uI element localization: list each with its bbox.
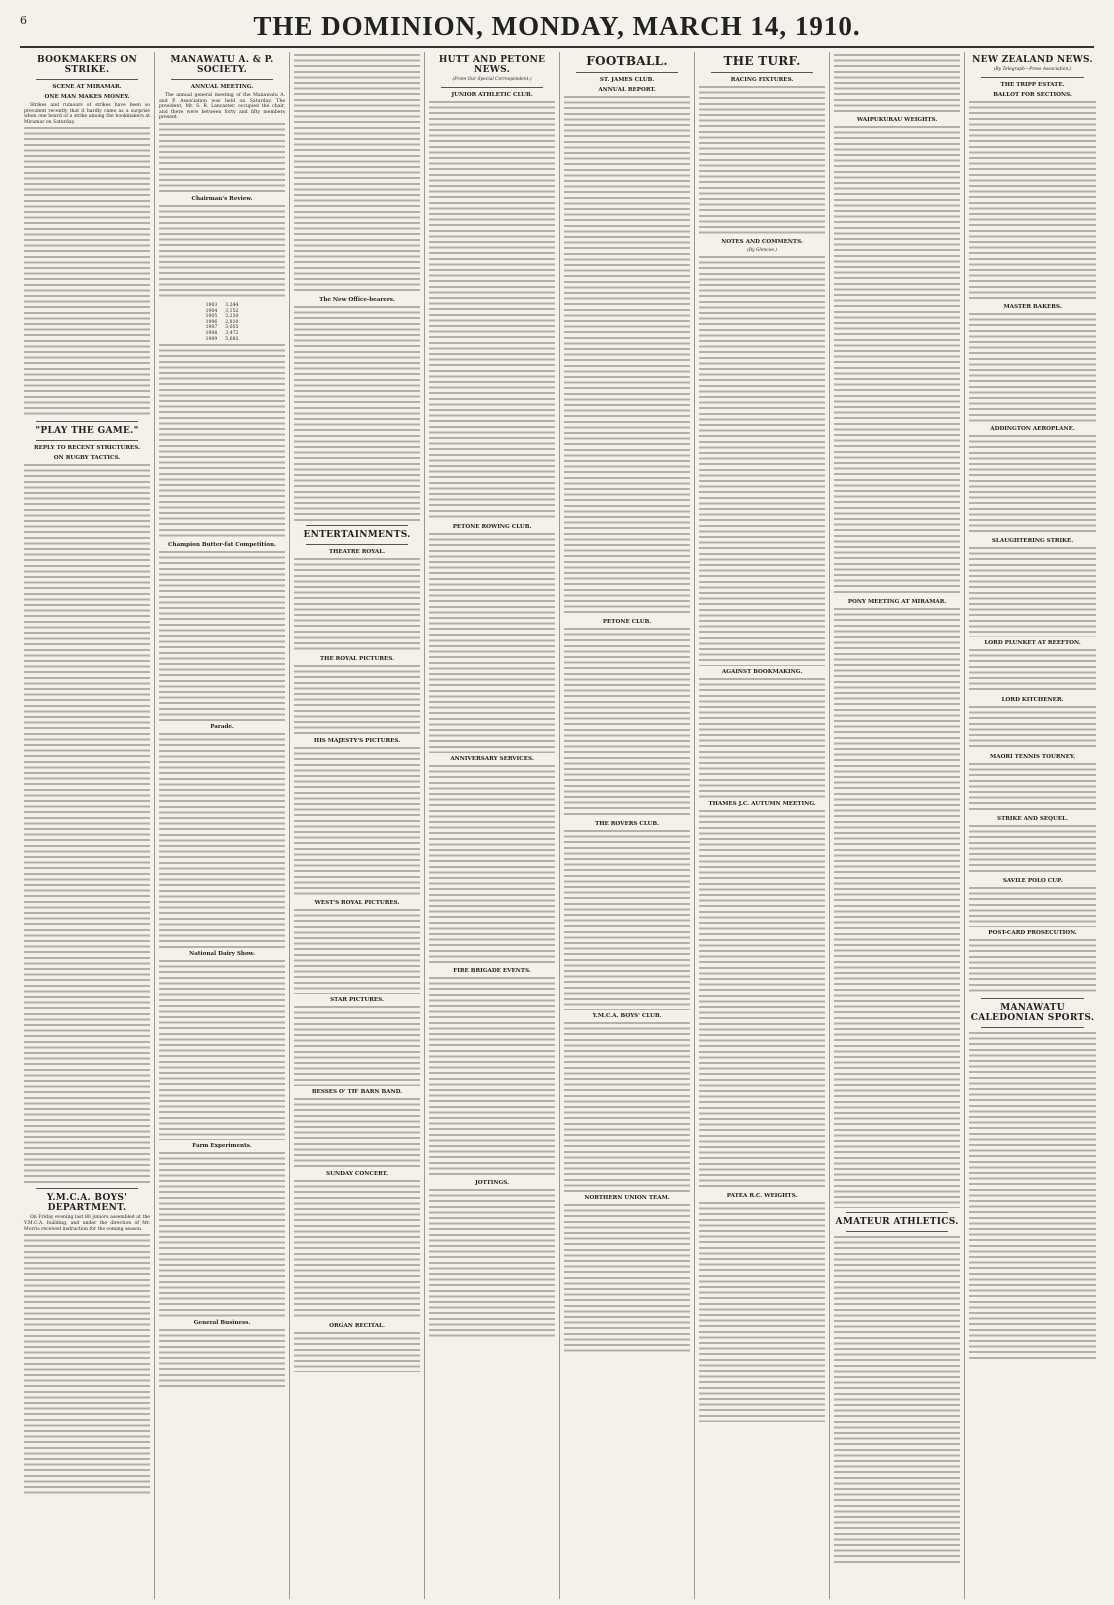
subhead: THE ROYAL PICTURES. [320, 656, 395, 662]
table-row: 1903 3,244 [205, 302, 239, 308]
table-row: 1904 3,152 [205, 308, 239, 314]
article-paragraph: On Friday evening last 80 juniors assembled at the Y.M.C.A. building, and under the direction of Mr. Morris received instruction for the coming season. [24, 1215, 151, 1232]
article-text-block [429, 977, 555, 1177]
subhead: Farm Experiments. [192, 1143, 252, 1150]
subhead: ST. JAMES CLUB. [599, 77, 655, 83]
subhead: National Dairy Show. [189, 951, 255, 958]
article-text-block [564, 1022, 690, 1192]
article-text-block [699, 1202, 825, 1422]
subhead: FIRE BRIGADE EVENTS. [453, 967, 531, 974]
subhead: THAMES J.C. AUTUMN MEETING. [708, 800, 816, 807]
article-text-block [699, 810, 825, 1190]
subhead: STAR PICTURES. [330, 997, 384, 1003]
subhead: ANNUAL MEETING. [190, 84, 254, 90]
subhead: ADDINGTON AEROPLANE. [990, 425, 1075, 432]
article-text-block [159, 123, 285, 193]
byline: (By Glencoe.) [747, 248, 778, 253]
divider [36, 421, 138, 422]
divider [711, 72, 813, 73]
subhead: THE ROVERS CLUB. [595, 821, 660, 827]
article-text-block [159, 205, 285, 300]
divider [306, 525, 408, 526]
subhead: LORD PLUNKET AT REEFTON. [984, 639, 1081, 646]
article-text-block [834, 608, 960, 1208]
column-3 [290, 52, 425, 1599]
subhead: ON RUGBY TACTICS. [53, 455, 121, 462]
divider [981, 77, 1084, 78]
headline-manawatu: MANAWATU A. & P. SOCIETY. [170, 55, 274, 75]
article-text-block [699, 256, 825, 666]
article-text-block [294, 1098, 420, 1168]
headline-the-turf: THE TURF. [723, 54, 801, 68]
article-text-block [159, 1329, 285, 1389]
article-text-block [834, 54, 960, 114]
article-text-block [294, 665, 420, 735]
subhead: PETONE CLUB. [602, 619, 652, 625]
headline-manawatu-caledonian: MANAWATU CALEDONIAN SPORTS. [970, 1002, 1095, 1023]
byline: (From Our Special Correspondent.) [452, 77, 532, 82]
article-text-block [159, 1152, 285, 1317]
headline-play-the-game: "PLAY THE GAME." [35, 426, 139, 437]
article-text-block [969, 101, 1096, 301]
article-text-block [969, 887, 1096, 927]
divider [981, 1027, 1084, 1028]
column-5 [560, 52, 695, 1599]
article-text-block [429, 101, 555, 521]
table-row: 1907 3,055 [205, 325, 239, 331]
column-1 [20, 52, 155, 1599]
subhead: The New Office-bearers. [319, 297, 395, 303]
divider [846, 1231, 948, 1232]
divider [306, 544, 408, 545]
subhead: SCENE AT MIRAMAR. [52, 84, 122, 90]
article-text-block [564, 628, 690, 818]
subhead: NORTHERN UNION TEAM. [584, 1195, 670, 1201]
article-text-block [294, 1180, 420, 1320]
subhead: SLAUGHTERING STRIKE. [991, 537, 1074, 544]
subhead: PATEA R.C. WEIGHTS. [726, 1192, 798, 1199]
article-text-block [429, 1189, 555, 1339]
subhead: General Business. [193, 1320, 251, 1327]
subhead: PETONE ROWING CLUB. [452, 523, 532, 530]
article-text-block [834, 126, 960, 596]
column-6 [695, 52, 830, 1599]
article-text-block [24, 127, 150, 417]
article-text-block [294, 54, 420, 294]
article-text-block [24, 464, 150, 1184]
headline-hutt-petone: HUTT AND PETONE NEWS. [438, 55, 546, 75]
article-text-block [834, 1236, 960, 1566]
article-text-block [564, 830, 690, 1010]
fixtures-list [699, 86, 825, 236]
headline-bookmakers: BOOKMAKERS ON STRIKE. [37, 55, 137, 75]
divider [441, 87, 543, 88]
subhead: Champion Butter-fat Competition. [168, 542, 276, 549]
subhead: POST-CARD PROSECUTION. [988, 929, 1077, 936]
subhead: JOTTINGS. [475, 1179, 510, 1186]
divider [36, 440, 138, 441]
article-text-block [159, 733, 285, 948]
article-text-block [969, 1032, 1096, 1362]
column-4 [425, 52, 560, 1599]
subhead: ANNUAL REPORT. [598, 87, 656, 93]
subhead: BESSES O' TH' BARN BAND. [311, 1089, 403, 1095]
article-text-block [24, 1234, 150, 1494]
subhead: Y.M.C.A. BOYS' CLUB. [592, 1013, 662, 1019]
article-text-block [159, 551, 285, 721]
divider [36, 1188, 138, 1189]
subhead: JUNIOR ATHLETIC CLUB. [451, 91, 533, 98]
article-paragraph: The annual general meeting of the Manawatu A. and P. Association was held on Saturday. The president, Mr. S. R. Lancaster, occupied the chair, and there were between forty and fifty members present. [159, 93, 286, 121]
article-text-block [969, 706, 1096, 751]
article-paragraph: Strikes and rumours of strikes have been so prevalent recently that it hardly came as a surprise when one heard of a strike among the bookmakers at Miramar on Saturday. [24, 103, 151, 125]
subhead: LORD KITCHENER. [1001, 696, 1064, 703]
subhead: HIS MAJESTY'S PICTURES. [313, 738, 401, 744]
subhead: ONE MAN MAKES MONEY. [44, 94, 130, 100]
article-text-block [294, 909, 420, 994]
subhead: THE TRIPP ESTATE. [1000, 81, 1065, 88]
headline-entertainments: ENTERTAINMENTS. [303, 530, 411, 540]
article-text-block [159, 960, 285, 1140]
article-text-block [699, 678, 825, 798]
subhead: ORGAN RECITAL. [329, 1323, 385, 1329]
divider [576, 72, 678, 73]
table-row: 1908 3,472 [205, 330, 239, 336]
article-text-block [969, 313, 1096, 423]
article-text-block [969, 547, 1096, 637]
headline-ymca: Y.M.C.A. BOYS' DEPARTMENT. [46, 1193, 128, 1214]
headline-football: FOOTBALL. [586, 54, 668, 68]
subhead: AGAINST BOOKMAKING. [721, 668, 803, 675]
divider [171, 79, 273, 80]
article-text-block [429, 765, 555, 965]
subhead: SUNDAY CONCERT. [326, 1171, 389, 1177]
divider [981, 998, 1084, 999]
subhead: STRIKE AND SEQUEL. [997, 815, 1069, 822]
article-text-block [969, 649, 1096, 694]
article-text-block [969, 825, 1096, 875]
subhead: THEATRE ROYAL. [328, 549, 386, 555]
masthead [20, 6, 1094, 48]
divider [846, 1212, 948, 1213]
headline-amateur-athletics: AMATEUR ATHLETICS. [835, 1217, 959, 1227]
article-text-block [294, 558, 420, 653]
subhead: WEST'S ROYAL PICTURES. [314, 900, 400, 906]
article-text-block [429, 533, 555, 753]
article-text-block [294, 306, 420, 521]
byline: (By Telegraph—Press Association.) [993, 67, 1072, 72]
article-text-block [564, 96, 690, 616]
article-text-block [294, 747, 420, 897]
article-text-block [969, 435, 1096, 535]
subhead: RACING FIXTURES. [730, 77, 794, 83]
subhead: SAVILE POLO CUP. [1002, 877, 1063, 884]
article-text-block [294, 1006, 420, 1086]
divider [36, 79, 138, 80]
subhead: Parade. [210, 724, 234, 731]
page-number: 6 [20, 14, 27, 27]
subhead: Chairman's Review. [191, 195, 253, 202]
article-text-block [564, 1204, 690, 1354]
column-7 [830, 52, 965, 1599]
subhead: REPLY TO RECENT STRICTURES. [33, 445, 141, 452]
subhead: BALLOT FOR SECTIONS. [993, 91, 1072, 98]
subhead: NOTES AND COMMENTS. [721, 239, 803, 245]
finance-table [202, 303, 243, 342]
newspaper-title: THE DOMINION, MONDAY, MARCH 14, 1910. [253, 11, 861, 41]
subhead: PONY MEETING AT MIRAMAR. [847, 599, 947, 605]
headline-nz-news: NEW ZEALAND NEWS. [972, 55, 1093, 65]
article-text-block [159, 344, 285, 539]
columns [20, 52, 1100, 1599]
article-text-block [969, 763, 1096, 813]
table-row: 1905 3,230 [205, 314, 239, 320]
article-text-block [969, 939, 1096, 994]
table-row: 1909 5,683 [205, 336, 239, 342]
subhead: ANNIVERSARY SERVICES. [450, 755, 534, 762]
subhead: WAIPUKURAU WEIGHTS. [856, 117, 938, 123]
article-text-block [294, 1332, 420, 1372]
column-2 [155, 52, 290, 1599]
subhead: MAORI TENNIS TOURNEY. [990, 753, 1076, 760]
table-row: 1906 2,810 [205, 319, 239, 325]
column-8 [965, 52, 1100, 1599]
subhead: MASTER BAKERS. [1003, 303, 1062, 310]
